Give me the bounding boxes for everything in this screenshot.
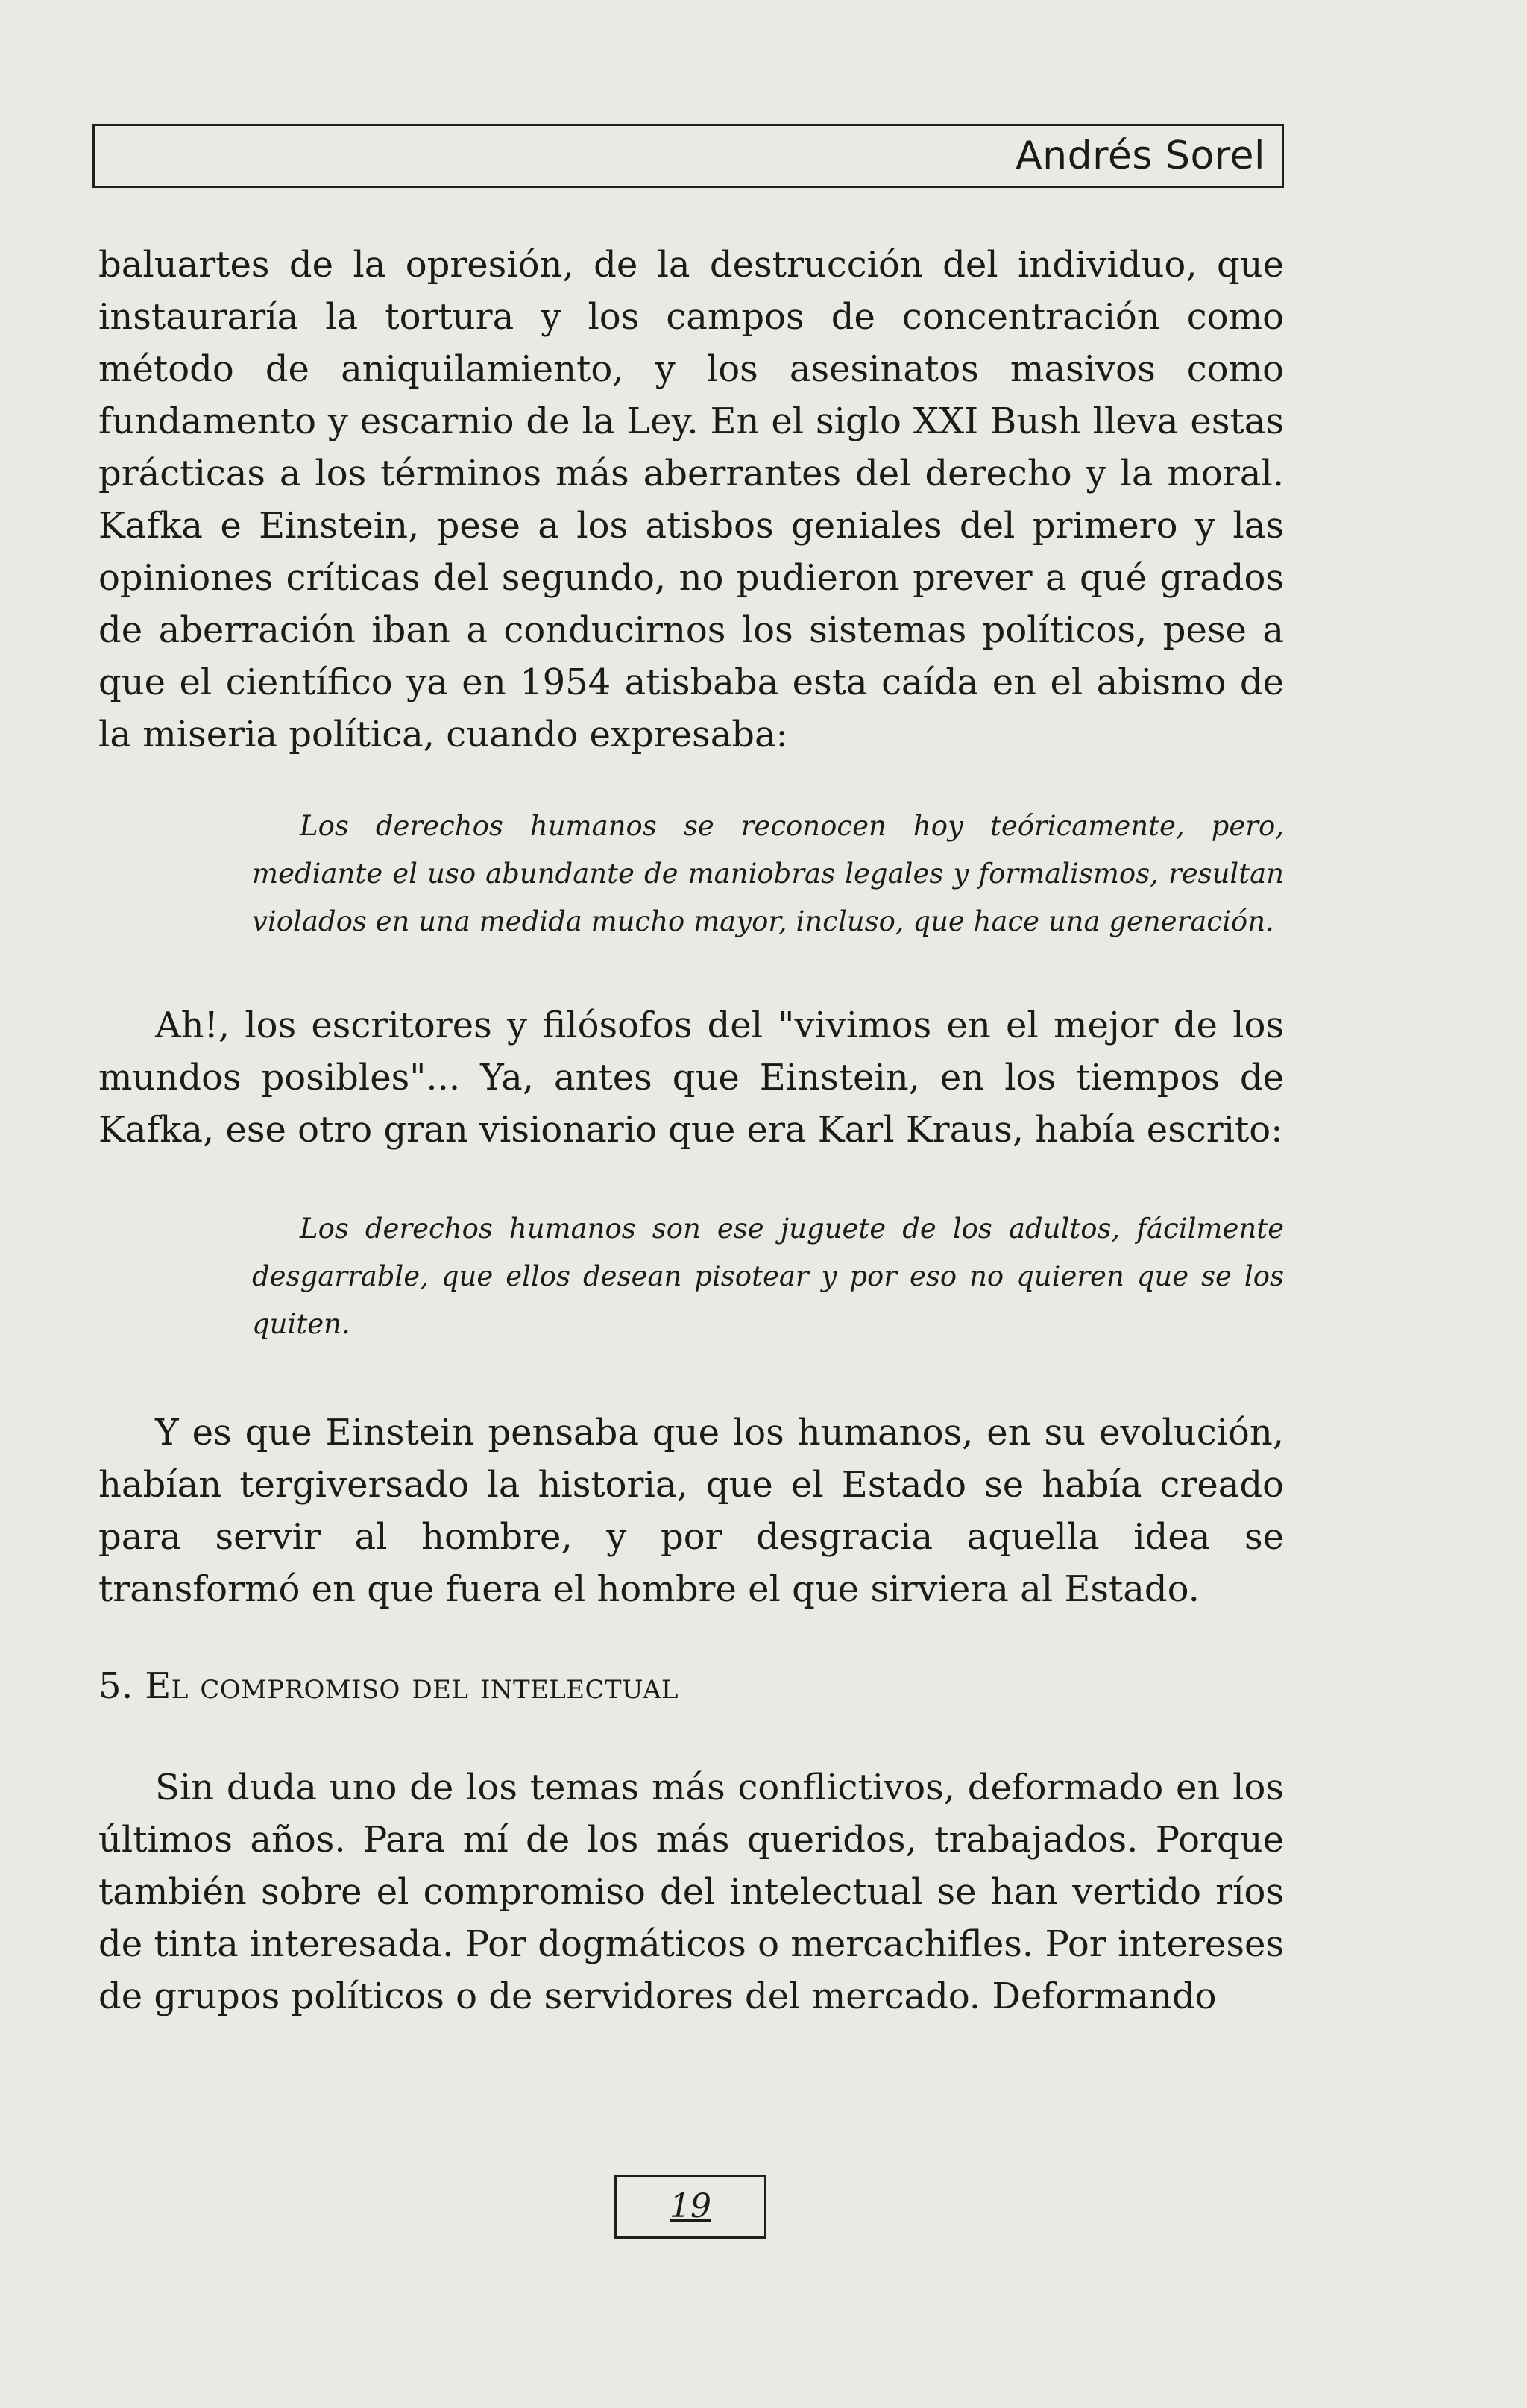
spacer-4 [98, 1348, 1284, 1406]
page-number-box [614, 2175, 766, 2239]
paragraph-1: baluartes de la opresión, de la destrucción del individuo, que instauraría la tortura y los campos de concentración como método de aniquilamiento, y los asesinatos masivos como fundamento y escarnio de la Ley. En el siglo XXI Bush lleva estas prácticas a los términos más aberrantes del derecho y la moral. Kafka e Einstein, pese a los atisbos geniales del primero y las opiniones críticas del segundo, no pudieron prever a qué grados de aberración iban a conducirnos los sistemas políticos, pese a que el científico ya en 1954 atisbaba esta caída en el abismo de la miseria política, cuando expresaba: [98, 244, 1284, 755]
spacer-2 [98, 946, 1284, 999]
paragraph-2: Ah!, los escritores y filósofos del "vivimos en el mejor de los mundos posibles"... Ya, antes que Einstein, en los tiempos de Kafka, ese otro gran visionario que era Karl Kraus, había escrito: [98, 1005, 1284, 1151]
quote-2-text: Los derechos humanos son ese juguete de los adultos, fácilmente desgarrable, que ellos desean pisotear y por eso no quieren que se los quiten. [252, 1213, 1284, 1340]
blockquote-2 [252, 1205, 1284, 1348]
spacer-1 [98, 761, 1284, 802]
paragraph-4: Sin duda uno de los temas más conflictivos, deformado en los últimos años. Para mí de los más queridos, trabajados. Porque también sobre el compromiso del intelectual se han vertido ríos de tinta interesada. Por dogmáticos o mercachifles. Por intereses de grupos políticos o de servidores del mercado. Deformando [98, 1767, 1284, 2017]
page-body [98, 239, 1284, 2022]
header-author: Andrés Sorel [1016, 133, 1265, 178]
running-header [92, 124, 1284, 188]
spacer-5 [98, 1615, 1284, 1660]
page-number: 19 [670, 2187, 711, 2225]
quote-1-text: Los derechos humanos se reconocen hoy teóricamente, pero, mediante el uso abundante de maniobras legales y formalismos, resultan violados en una medida mucho mayor, incluso, que hace una generación. [252, 810, 1284, 937]
section-heading: 5. El compromiso del intelectual [98, 1665, 679, 1707]
spacer-6 [98, 1712, 1284, 1761]
spacer-3 [98, 1156, 1284, 1205]
paragraph-3: Y es que Einstein pensaba que los humanos, en su evolución, habían tergiversado la historia, que el Estado se había creado para servir al hombre, y por desgracia aquella idea se transformó en que fuera el hombre el que sirviera al Estado. [98, 1412, 1284, 1610]
blockquote-1 [252, 802, 1284, 946]
